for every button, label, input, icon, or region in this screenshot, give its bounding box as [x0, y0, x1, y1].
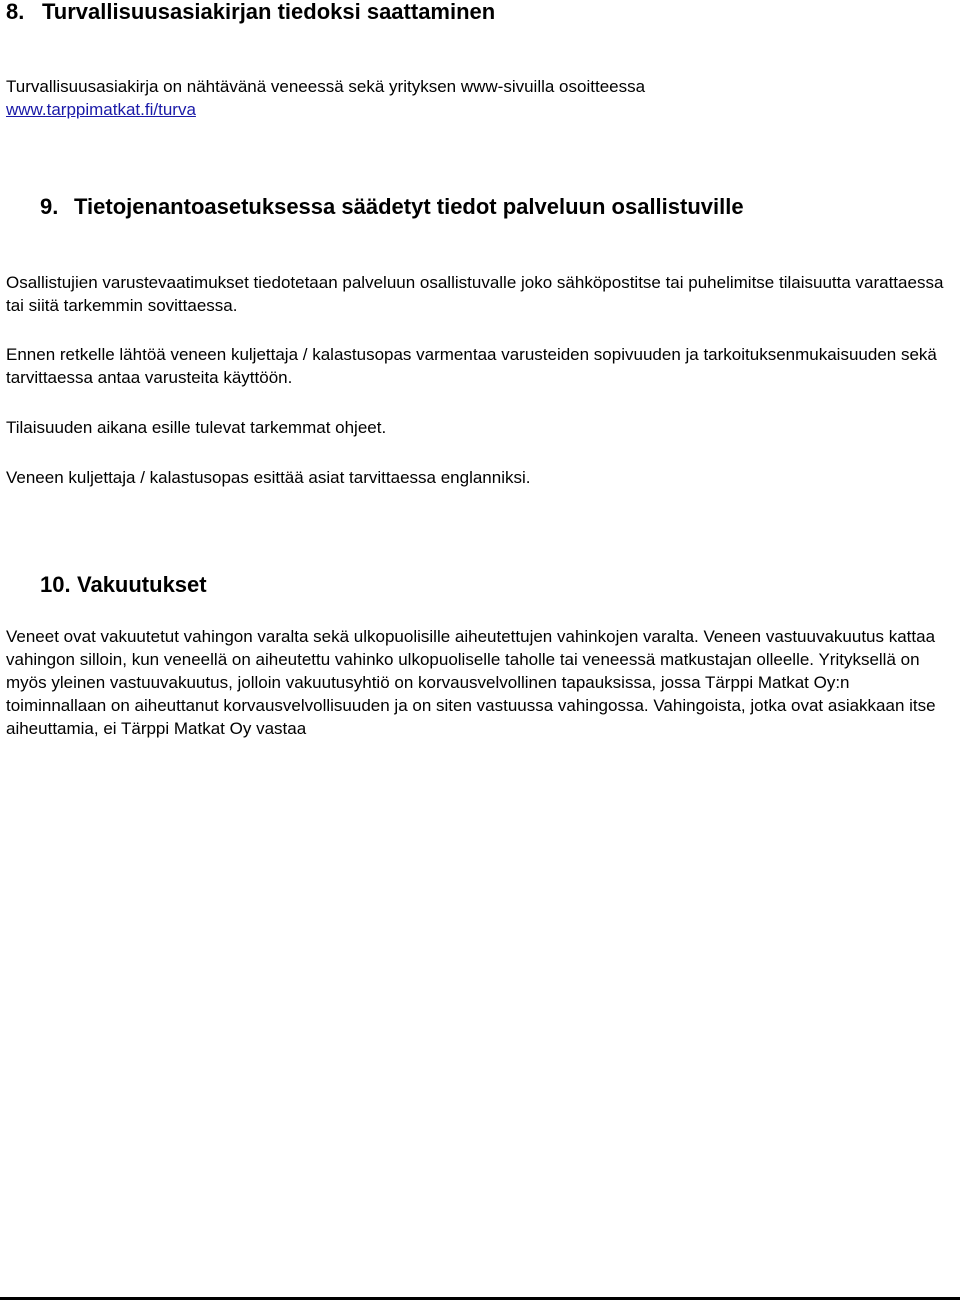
- section-10-paragraph-1: Veneet ovat vakuutetut vahingon varalta sekä ulkopuolisille aiheutettujen vahinkojen varalta. Veneen vastuuvakuutus kattaa vahingon silloin, kun veneellä on aiheutettu vahinko ulkopuoliselle taholle tai veneessä matkustajan olleelle. Yrityksellä on myös yleinen vastuuvakuutus, jolloin vakuutusyhtiö on korvausvelvollinen tapauksissa, jossa Tärppi Matkat Oy:n toiminnallaan on aiheuttanut korvausvelvollisuuden ja on siten vastuussa vahingossa. Vahingoista, jotka ovat asiakkaan itse aiheuttamia, ei Tärppi Matkat Oy vastaa: [6, 627, 936, 738]
- section-10-title: Vakuutukset: [77, 572, 207, 597]
- section-9-paragraph-1: Osallistujien varustevaatimukset tiedotetaan palveluun osallistuvalle joko sähköpostitse tai puhelimitse tilaisuutta varattaessa tai siitä tarkemmin sovittaessa.: [6, 273, 944, 315]
- section-10-number: 10.: [40, 572, 71, 597]
- section-8-paragraph: [6, 75, 951, 121]
- section-10-heading: [40, 572, 207, 598]
- section-9-title: Tietojenantoasetuksessa säädetyt tiedot palveluun osallistuville: [74, 194, 744, 219]
- section-9-paragraph-3: Tilaisuuden aikana esille tulevat tarkemmat ohjeet.: [6, 418, 387, 437]
- section-9-heading: [40, 194, 744, 220]
- turva-link[interactable]: www.tarppimatkat.fi/turva: [6, 100, 196, 119]
- section-8-number: 8.: [6, 0, 25, 24]
- section-9-paragraph-4: Veneen kuljettaja / kalastusopas esittää asiat tarvittaessa englanniksi.: [6, 468, 531, 487]
- section-8-text: Turvallisuusasiakirja on nähtävänä veneessä sekä yrityksen www-sivuilla osoitteessa: [6, 77, 646, 96]
- section-8-heading: [6, 0, 495, 25]
- section-9-number: 9.: [40, 194, 59, 219]
- section-8-title: Turvallisuusasiakirjan tiedoksi saattaminen: [42, 0, 496, 24]
- page-bottom-rule: [0, 1297, 960, 1300]
- section-9-paragraph-2: Ennen retkelle lähtöä veneen kuljettaja / kalastusopas varmentaa varusteiden sopivuuden ja tarkoituksenmukaisuuden sekä tarvittaessa antaa varusteita käyttöön.: [6, 345, 937, 387]
